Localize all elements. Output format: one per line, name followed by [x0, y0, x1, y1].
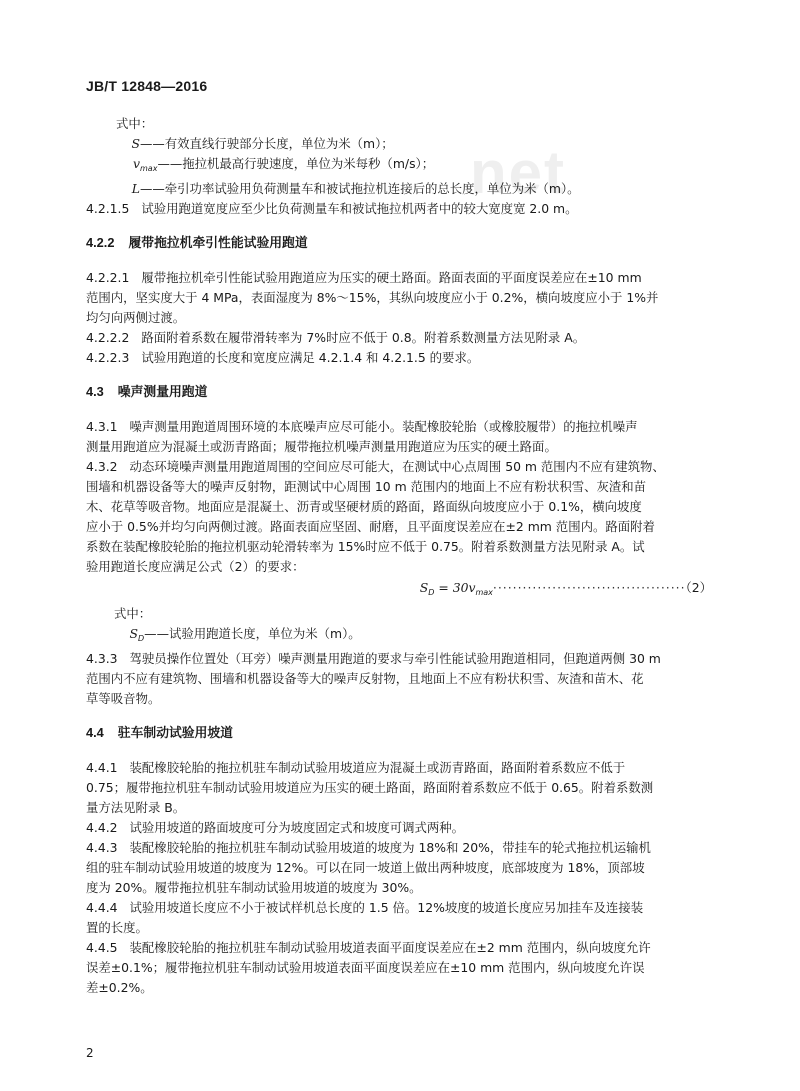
definition-l: L——牵引功率试验用负荷测量车和被试拖拉机连接后的总长度，单位为米（m）。 — [131, 181, 580, 196]
where-label: 式中： — [116, 116, 154, 131]
clause-4-4-2: 4.4.2 试验用坡道的路面坡度可分为坡度固定式和坡度可调式两种。 — [86, 820, 465, 835]
clause-4-3-2: 4.3.2 动态环境噪声测量用跑道周围的空间应尽可能大，在测试中心点周围 50 m 范围内不应有建筑物、 围墙和机器设备等大的噪声反射物，距测试中心周围 10 m 范围内的地面上不应有粉状积雪、灰渣和苗 木、花草等吸音物。地面应是混凝土、沥青或坚硬材质的路面，路面纵向坡度应小于 0.1%，横向坡度 应小于 0.5%并均匀向两侧过渡。路面表面应坚固、耐磨，且平面度误差应在±2 mm 范围内。路面附着 系数在装配橡胶轮胎的拖拉机驱动轮滑转率为 15%时应不低于 0.75。附着系数测量方法见附录 A。试 验用跑道长度应满足公式（2）的要求： — [86, 459, 665, 574]
section-heading-4-2-2: 4.2.2 履带拖拉机牵引性能试验用跑道 — [86, 235, 308, 251]
clause-4-4-1: 4.4.1 装配橡胶轮胎的拖拉机驻车制动试验用坡道应为混凝土或沥青路面，路面附着系数应不低于 0.75；履带拖拉机驻车制动试验用坡道应为压实的硬土路面，路面附着系数应不低于 0.65。附着系数测 量方法见附录 B。 — [86, 760, 654, 815]
clause-4-4-5: 4.4.5 装配橡胶轮胎的拖拉机驻车制动试验用坡道表面平面度误差应在±2 mm 范围内，纵向坡度允许 误差±0.1%；履带拖拉机驻车制动试验用坡道表面平面度误差应在±10 mm 范围内，纵向坡度允许误 差±0.2%。 — [86, 940, 651, 995]
watermark: net — [470, 139, 566, 206]
section-heading-4-3: 4.3 噪声测量用跑道 — [86, 384, 208, 400]
page-number: 2 — [86, 1046, 94, 1060]
definition-sd: $S_D——$试验用跑道长度，单位为米（m）。 — [129, 626, 361, 643]
clause-4-2-2-2: 4.2.2.2 路面附着系数在履带滑转率为 7%时应不低于 0.8。附着系数测量方法见附录 A。 — [86, 330, 586, 345]
section-heading-4-4: 4.4 驻车制动试验用坡道 — [86, 725, 233, 741]
where-label-2: 式中： — [114, 606, 152, 621]
clause-4-2-1-5: 4.2.1.5 试验用跑道宽度应至少比负荷测量车和被试拖拉机两者中的较大宽度宽 2.0 m。 — [86, 201, 578, 216]
clause-4-3-1: 4.3.1 噪声测量用跑道周围环境的本底噪声应尽可能小。装配橡胶轮胎（或橡胶履带）的拖拉机噪声 测量用跑道应为混凝土或沥青路面；履带拖拉机噪声测量用跑道应为压实的硬土路面。 — [86, 419, 638, 454]
clause-4-2-2-3: 4.2.2.3 试验用跑道的长度和宽度应满足 4.2.1.4 和 4.2.1.5 的要求。 — [86, 350, 480, 365]
page-content — [86, 100, 726, 998]
clause-4-4-4: 4.4.4 试验用坡道长度应不小于被试样机总长度的 1.5 倍。12%坡度的坡道长度应另加挂车及连接装 置的长度。 — [86, 900, 644, 935]
standard-number: JB/T 12848—2016 — [86, 78, 208, 94]
definition-s: S——有效直线行驶部分长度，单位为米（m）； — [131, 136, 394, 151]
clause-4-4-3: 4.4.3 装配橡胶轮胎的拖拉机驻车制动试验用坡道的坡度为 18%和 20%，带挂车的轮式拖拉机运输机 组的驻车制动试验用坡道的坡度为 12%。可以在同一坡道上做出两种坡度，底部坡度为 18%，顶部坡 度为 20%。履带拖拉机驻车制动试验用坡道的坡度为 30%。 — [86, 840, 651, 895]
formula-2: $S_D = 30v_{max}\cdot\cdot\cdot\cdot\cdot\cdot\cdot\cdot\cdot\cdot\cdot\cdot\cdot\cdot\cdot\cdot\cdot\cdot\cdot\cdot\cdot\cdot\cdot\cdot\cdot\cdot\cdot\cdot\cdot\cdot\cdot\cdot\cdot\cdot\cdot\cdot\cdot\cdot\cdot(2)$ — [419, 580, 712, 597]
clause-4-3-3: 4.3.3 驾驶员操作位置处（耳旁）噪声测量用跑道的要求与牵引性能试验用跑道相同，但跑道两侧 30 m 范围内不应有建筑物、围墙和机器设备等大的噪声反射物，且地面上不应有粉状积雪、灰渣和苗木、花 草等吸音物。 — [86, 651, 661, 706]
definition-vmax: $v_{max}——$拖拉机最高行驶速度，单位为米每秒（m/s）； — [133, 156, 435, 173]
clause-4-2-2-1: 4.2.2.1 履带拖拉机牵引性能试验用跑道应为压实的硬土路面。路面表面的平面度误差应在±10 mm 范围内，坚实度大于 4 MPa，表面湿度为 8%～15%，其纵向坡度应小于 0.2%，横向坡度应小于 1%并 均匀向两侧过渡。 — [86, 270, 659, 325]
